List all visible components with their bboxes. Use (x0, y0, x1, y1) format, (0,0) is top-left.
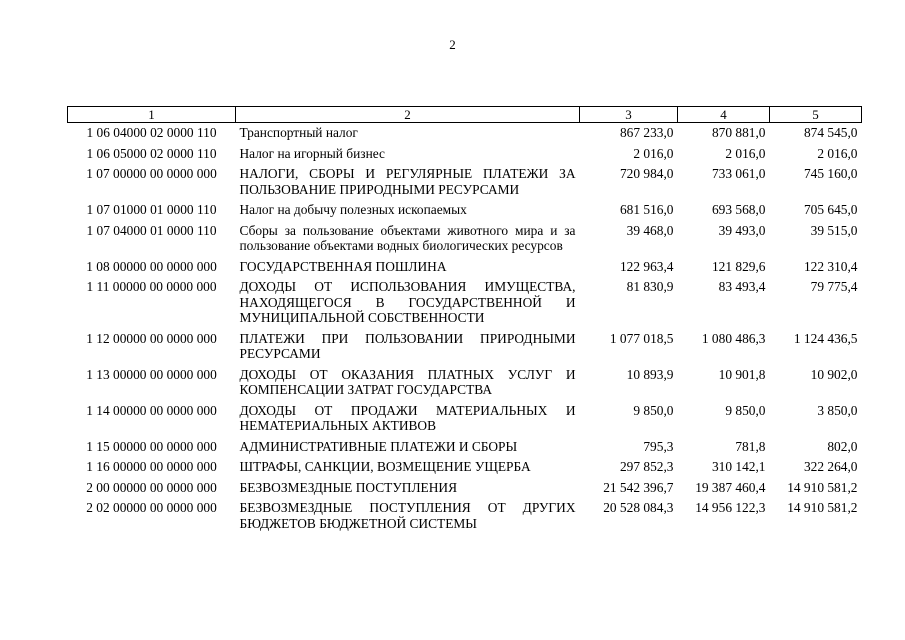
revenue-name: БЕЗВОЗМЕЗДНЫЕ ПОСТУПЛЕНИЯ (239, 479, 457, 495)
page-number: 2 (449, 37, 456, 52)
value-col-4: 310 142,1 (711, 459, 766, 474)
revenue-name: БЕЗВОЗМЕЗДНЫЕ ПОСТУПЛЕНИЯ ОТ ДРУГИХ БЮДЖЕТОВ БЮДЖЕТНОЙ СИСТЕМЫ (239, 500, 576, 531)
value-col-5: 3 850,0 (817, 402, 858, 418)
budget-code: 1 07 01000 01 0000 110 (86, 202, 217, 217)
value-col-4: 781,8 (735, 438, 766, 454)
budget-code: 1 15 00000 00 0000 000 (86, 438, 217, 454)
value-col-3: 681 516,0 (619, 202, 674, 217)
table-row (68, 277, 862, 329)
table-row (68, 498, 862, 534)
value-col-5: 10 902,0 (810, 366, 858, 382)
header-col-1: 1 (68, 107, 236, 123)
revenue-name: Налог на добычу полезных ископаемых (239, 202, 467, 217)
budget-code: 1 11 00000 00 0000 000 (86, 279, 217, 294)
budget-code: 1 08 00000 00 0000 000 (86, 258, 217, 274)
budget-code: 1 14 00000 00 0000 000 (86, 402, 217, 418)
value-col-4: 693 568,0 (711, 202, 766, 217)
value-col-4: 39 493,0 (718, 222, 766, 238)
table-row (68, 164, 862, 200)
revenue-name: АДМИНИСТРАТИВНЫЕ ПЛАТЕЖИ И СБОРЫ (239, 438, 518, 454)
budget-code: 1 13 00000 00 0000 000 (86, 366, 217, 382)
value-col-3: 39 468,0 (626, 222, 674, 238)
value-col-4: 19 387 460,4 (695, 479, 766, 495)
value-col-3: 720 984,0 (619, 166, 674, 181)
revenue-name: НАЛОГИ, СБОРЫ И РЕГУЛЯРНЫЕ ПЛАТЕЖИ ЗА ПОЛЬЗОВАНИЕ ПРИРОДНЫМИ РЕСУРСАМИ (239, 166, 576, 197)
value-col-3: 1 077 018,5 (609, 330, 674, 346)
revenue-name: ДОХОДЫ ОТ ИСПОЛЬЗОВАНИЯ ИМУЩЕСТВА, НАХОДЯЩЕГОСЯ В ГОСУДАРСТВЕННОЙ И МУНИЦИПАЛЬНОЙ СОБСТВЕННОСТИ (239, 279, 576, 325)
header-row (68, 107, 862, 123)
table-row (68, 365, 862, 401)
value-col-5: 14 910 581,2 (787, 500, 858, 515)
value-col-3: 20 528 084,3 (603, 500, 674, 515)
value-col-4: 2 016,0 (725, 145, 766, 161)
table-row (68, 257, 862, 278)
value-col-3: 9 850,0 (633, 402, 674, 418)
budget-code: 1 16 00000 00 0000 000 (86, 459, 217, 474)
table-row (68, 437, 862, 458)
value-col-4: 1 080 486,3 (701, 330, 766, 346)
value-col-4: 9 850,0 (725, 402, 766, 418)
header-col-3: 3 (580, 107, 678, 123)
value-col-5: 79 775,4 (810, 279, 858, 294)
value-col-4: 83 493,4 (718, 279, 766, 294)
value-col-4: 121 829,6 (711, 258, 766, 274)
revenue-name: ГОСУДАРСТВЕННАЯ ПОШЛИНА (239, 258, 447, 274)
value-col-3: 21 542 396,7 (603, 479, 674, 495)
revenue-name: ДОХОДЫ ОТ ПРОДАЖИ МАТЕРИАЛЬНЫХ И НЕМАТЕРИАЛЬНЫХ АКТИВОВ (239, 402, 576, 433)
value-col-4: 10 901,8 (718, 366, 766, 382)
value-col-3: 795,3 (643, 438, 674, 454)
budget-code: 2 00 00000 00 0000 000 (86, 479, 217, 495)
budget-code: 1 07 00000 00 0000 000 (86, 166, 217, 181)
value-col-5: 14 910 581,2 (787, 479, 858, 495)
value-col-3: 867 233,0 (619, 125, 674, 140)
budget-table (67, 106, 862, 534)
value-col-4: 733 061,0 (711, 166, 766, 181)
value-col-3: 10 893,9 (626, 366, 674, 382)
value-col-5: 322 264,0 (803, 459, 858, 474)
value-col-4: 14 956 122,3 (695, 500, 766, 515)
budget-code: 2 02 00000 00 0000 000 (86, 500, 217, 515)
revenue-name: Сборы за пользование объектами животного мира и за пользование объектами водных биологических ресурсов (239, 222, 576, 253)
value-col-4: 870 881,0 (711, 125, 766, 140)
budget-code: 1 12 00000 00 0000 000 (86, 330, 217, 346)
table-body (68, 123, 862, 535)
budget-code: 1 06 04000 02 0000 110 (86, 125, 217, 140)
revenue-name: Налог на игорный бизнес (239, 145, 385, 161)
table-row (68, 123, 862, 144)
value-col-5: 122 310,4 (803, 258, 858, 274)
table-row (68, 329, 862, 365)
table-row (68, 221, 862, 257)
revenue-name: Транспортный налог (239, 125, 358, 140)
value-col-5: 874 545,0 (803, 125, 858, 140)
budget-code: 1 06 05000 02 0000 110 (86, 145, 217, 161)
table-row (68, 457, 862, 478)
value-col-3: 2 016,0 (633, 145, 674, 161)
value-col-5: 745 160,0 (803, 166, 858, 181)
revenue-name: ПЛАТЕЖИ ПРИ ПОЛЬЗОВАНИИ ПРИРОДНЫМИ РЕСУРСАМИ (239, 330, 576, 361)
header-col-2: 2 (236, 107, 580, 123)
value-col-5: 705 645,0 (803, 202, 858, 217)
budget-code: 1 07 04000 01 0000 110 (86, 222, 217, 238)
value-col-3: 297 852,3 (619, 459, 674, 474)
value-col-5: 802,0 (827, 438, 858, 454)
revenue-name: ДОХОДЫ ОТ ОКАЗАНИЯ ПЛАТНЫХ УСЛУГ И КОМПЕНСАЦИИ ЗАТРАТ ГОСУДАРСТВА (239, 366, 576, 397)
value-col-5: 39 515,0 (810, 222, 858, 238)
table-row (68, 401, 862, 437)
value-col-5: 1 124 436,5 (793, 330, 858, 346)
revenue-name: ШТРАФЫ, САНКЦИИ, ВОЗМЕЩЕНИЕ УЩЕРБА (239, 459, 531, 474)
value-col-3: 122 963,4 (619, 258, 674, 274)
value-col-3: 81 830,9 (626, 279, 674, 294)
header-col-4: 4 (678, 107, 770, 123)
table-row (68, 144, 862, 165)
table-row (68, 200, 862, 221)
table-header (68, 107, 862, 123)
header-col-5: 5 (770, 107, 862, 123)
value-col-5: 2 016,0 (817, 145, 858, 161)
table-row (68, 478, 862, 499)
